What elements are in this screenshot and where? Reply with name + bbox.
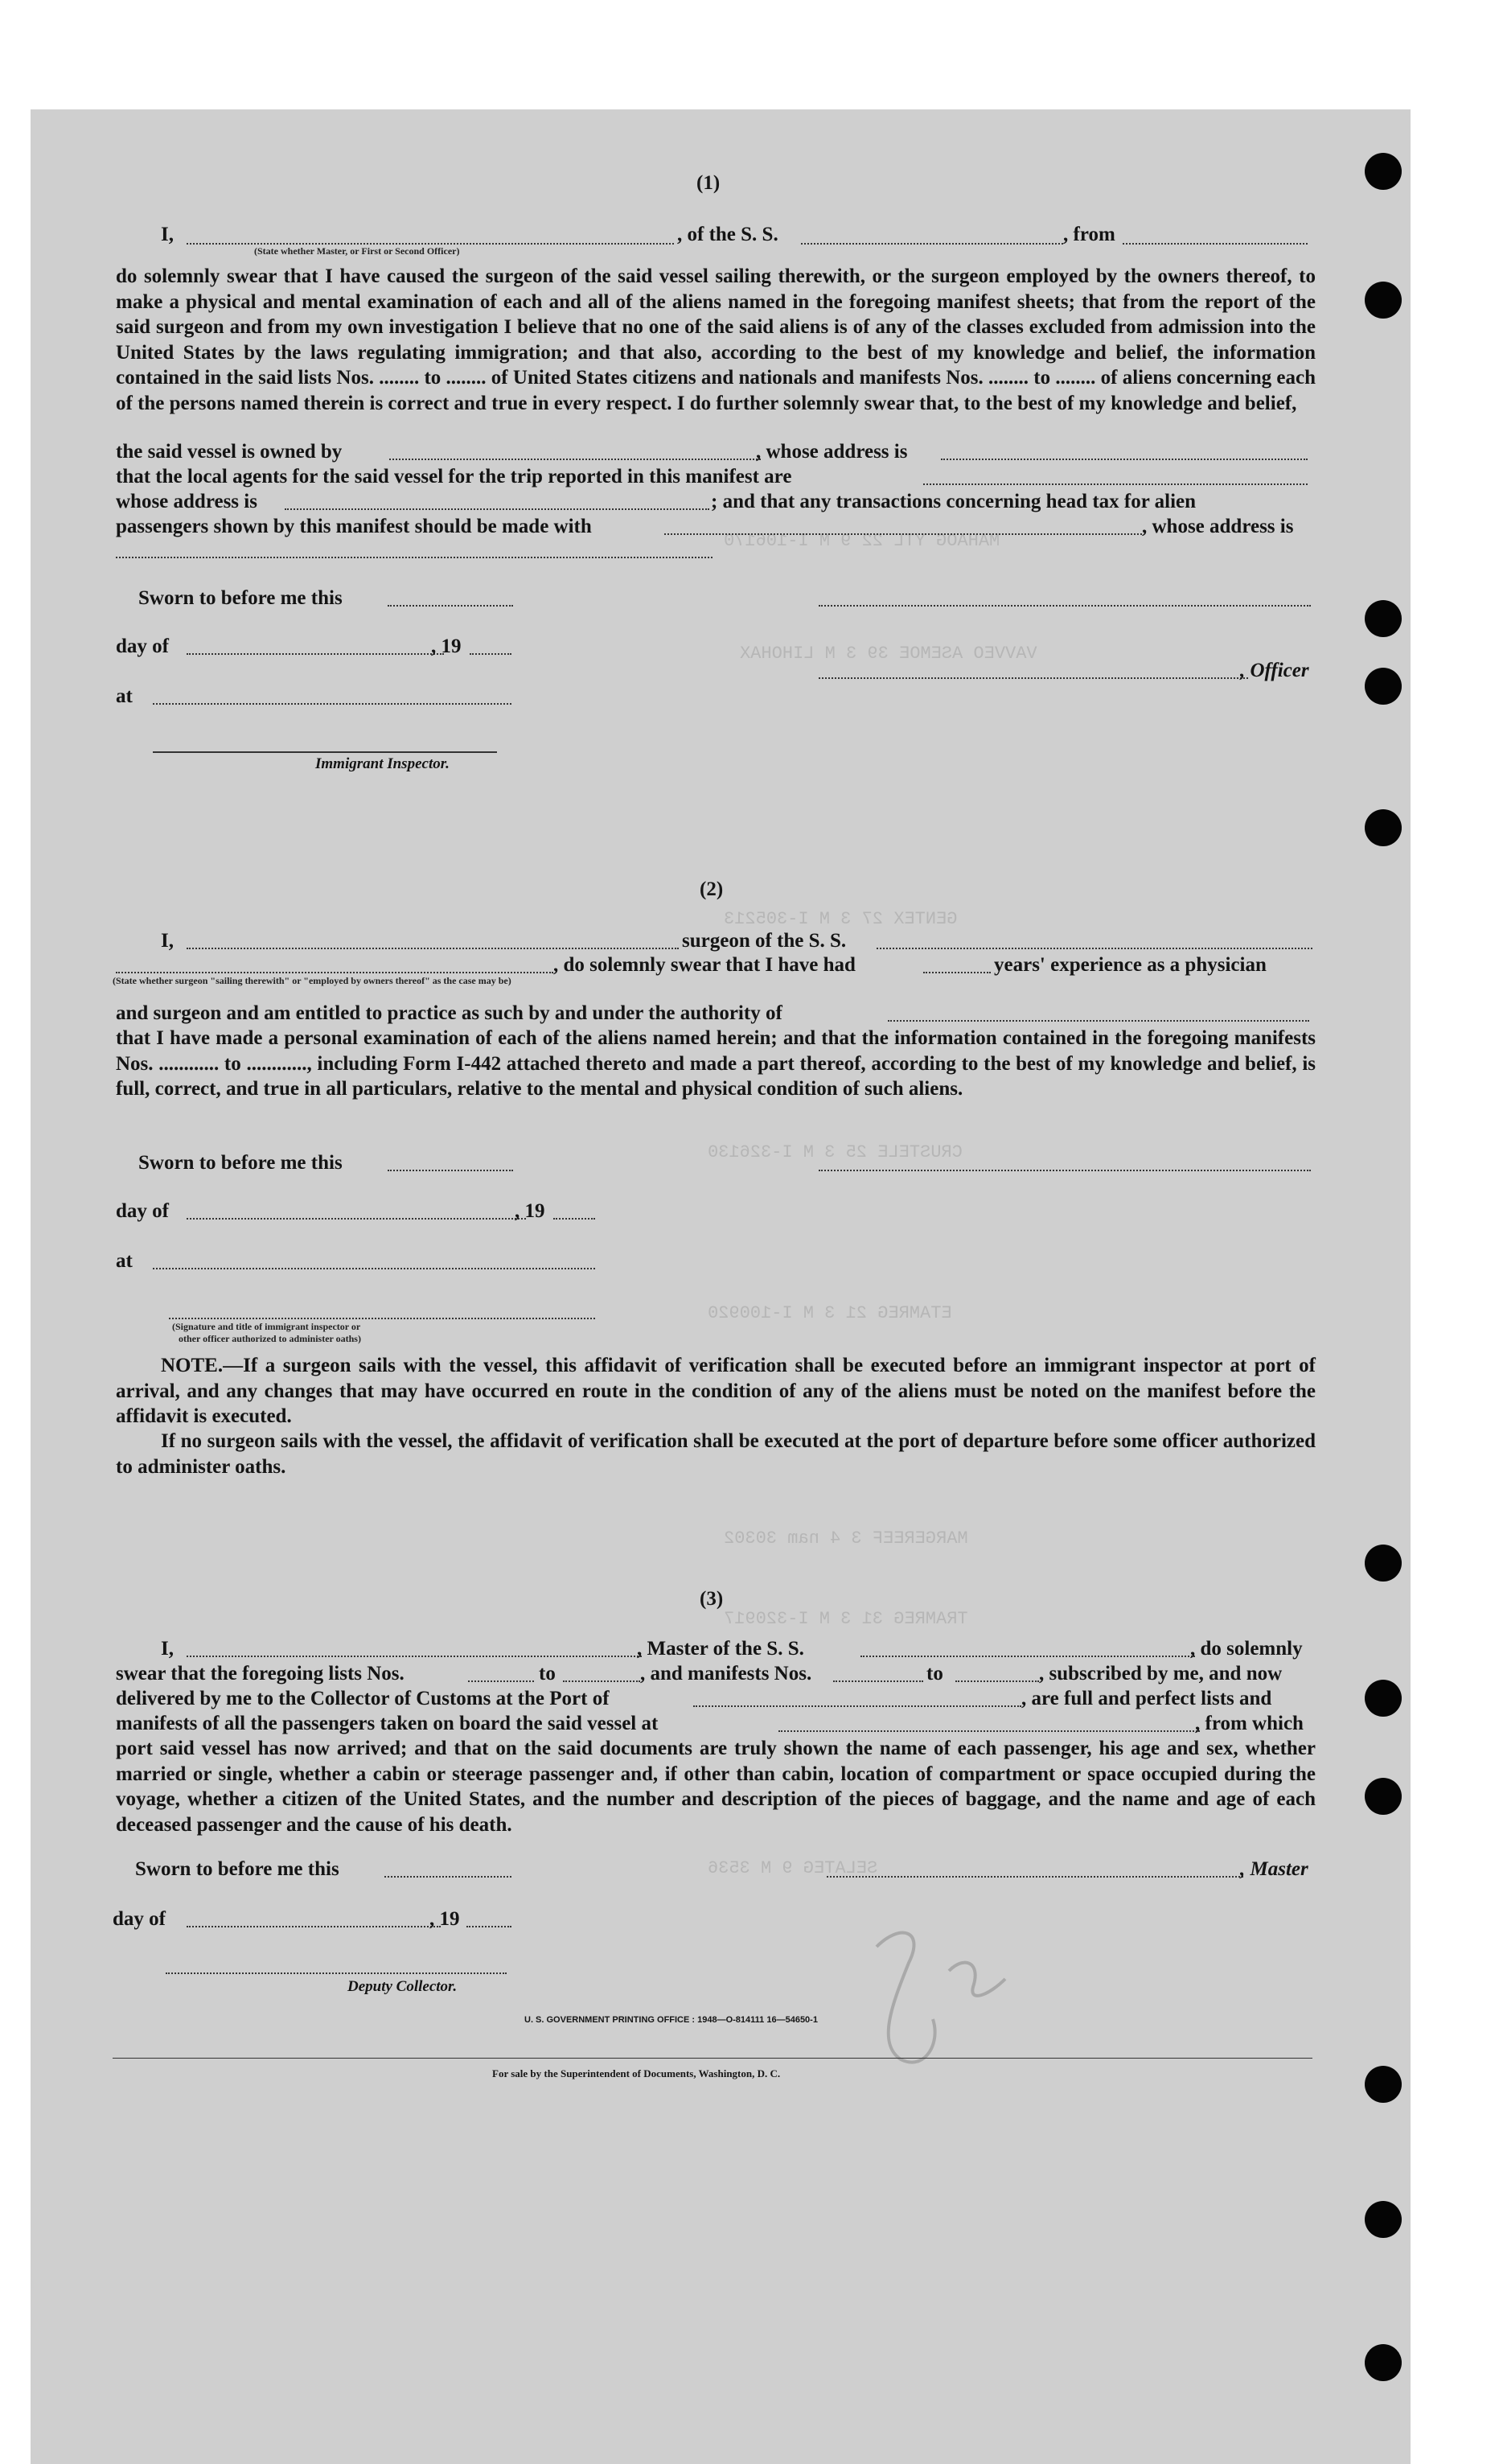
printing-office-line: U. S. GOVERNMENT PRINTING OFFICE : 1948—O-814111 16—54650-1 [524, 2015, 818, 2025]
passengers-label: passengers shown by this manifest should be made with [116, 516, 592, 537]
master-label: , Master [1240, 1858, 1308, 1880]
day-of-label-1: day of [116, 636, 169, 657]
punch-hole [1365, 153, 1402, 190]
subscribed-label: , subscribed by me, and now [1039, 1663, 1283, 1684]
note-paragraph-2: If no surgeon sails with the vessel, the affidavit of verification shall be executed at the port of departure before some officer authorized to administer oaths. [116, 1430, 1316, 1478]
authority-line[interactable] [888, 1020, 1309, 1022]
bleed-through-text: VAVVEO ASEMOE 39 3 M LIHOHAX [740, 644, 1037, 664]
surgeon-swear-label: , do solemnly swear that I have had [553, 954, 856, 976]
note-paragraph: NOTE.—If a surgeon sails with the vessel, this affidavit of verification shall be executed before an immigrant inspector at port of arrival, and any changes that may have occurred en route in the condition of any of the aliens must be noted on the manifest before the affidavit is executed. [116, 1355, 1316, 1427]
lists-label: swear that the foregoing lists Nos. [116, 1663, 405, 1684]
surgeon-caption: (State whether surgeon "sailing therewith" or "employed by owners thereof" as the case may be) [113, 975, 511, 986]
punch-hole [1365, 1680, 1402, 1717]
owner-address-label: , whose address is [756, 441, 908, 463]
lists-from-line[interactable] [468, 1680, 534, 1682]
taken-on-board-label: manifests of all the passengers taken on board the said vessel at [116, 1713, 659, 1734]
of-ss-label: , of the S. S. [677, 224, 778, 245]
solemnly-label: , do solemnly [1190, 1638, 1303, 1660]
footer-rule [113, 2058, 1312, 2059]
year-line-2[interactable] [553, 1218, 595, 1220]
local-agents-label: that the local agents for the said vessel for the trip reported in this manifest are [116, 466, 792, 487]
punch-hole [1365, 2344, 1402, 2381]
sig-caption-2: other officer authorized to administer oaths) [179, 1333, 361, 1344]
experience-label: years' experience as a physician [994, 954, 1267, 976]
manifests-to-label: to [926, 1663, 943, 1684]
month-line-2[interactable] [187, 1218, 526, 1220]
whose-address-label: , whose address is [1142, 516, 1294, 537]
surgeon-ship-line[interactable] [877, 948, 1312, 949]
years-line[interactable] [923, 972, 991, 973]
section-3-paragraph: port said vessel has now arrived; and that on the said documents are truly shown the name of each passenger, his age and sex, whether married or single, whether a cabin or steerage passenger and, if other than cabin, location of compartment or space occupied during the voyage, whether a citizen of the United States, and the number and description of the pieces of baggage, and the name and age of each deceased passenger and the cause of his death. [116, 1738, 1316, 1836]
master-signature-line[interactable] [827, 1876, 1243, 1878]
day-of-label-2: day of [116, 1200, 169, 1222]
surgeon-of-label: surgeon of the S. S. [682, 930, 847, 952]
section-2-heading: (2) [700, 878, 724, 900]
punch-hole [1365, 600, 1402, 637]
master-of-label: , Master of the S. S. [637, 1638, 804, 1660]
agents-address-label: whose address is [116, 491, 257, 512]
port-line[interactable] [693, 1705, 1021, 1707]
deputy-collector-label: Deputy Collector. [347, 1978, 458, 1995]
bleed-through-text: MARGEREEF 3 4 nam 30302 [724, 1528, 968, 1549]
agents-address-line[interactable] [285, 508, 709, 510]
officer-label: , Officer [1240, 660, 1309, 681]
officer-line[interactable] [819, 677, 1248, 679]
bleed-through-text: ETAMREG 21 3 M I-100920 [708, 1303, 952, 1323]
manifests-to-line[interactable] [955, 1680, 1039, 1682]
section-2-i: I, [161, 930, 174, 952]
manifests-label: , and manifests Nos. [640, 1663, 812, 1684]
surgeon-role-line[interactable] [187, 948, 679, 949]
ship-name-line[interactable] [801, 243, 1063, 245]
from-label: , from [1063, 224, 1115, 245]
bleed-through-text: CRUSTELE 25 3 M I-326130 [708, 1142, 963, 1162]
head-tax-label: ; and that any transactions concerning head tax for alien [711, 491, 1197, 512]
board-port-line[interactable] [778, 1730, 1200, 1732]
sworn-label-3: Sworn to before me this [135, 1858, 339, 1880]
delivered-label: delivered by me to the Collector of Customs at the Port of [116, 1688, 610, 1709]
at-line-2[interactable] [153, 1268, 595, 1269]
from-which-label: , from which [1195, 1713, 1304, 1734]
role-caption: (State whether Master, or First or Second Officer) [254, 245, 460, 257]
sworn-date-line-2[interactable] [388, 1170, 513, 1171]
punch-hole [1365, 668, 1402, 705]
role-line[interactable] [187, 243, 674, 245]
officer-signature-line-1[interactable] [819, 605, 1311, 607]
section-1-heading: (1) [696, 172, 721, 194]
month-line-1[interactable] [187, 653, 444, 655]
punch-hole [1365, 2066, 1402, 2103]
at-label-2: at [116, 1250, 133, 1272]
inspector-label: Immigrant Inspector. [315, 755, 450, 772]
punch-hole [1365, 2201, 1402, 2238]
punch-hole [1365, 809, 1402, 846]
at-label-1: at [116, 685, 133, 707]
year-label-2: , 19 [515, 1200, 545, 1222]
year-line-3[interactable] [466, 1926, 511, 1927]
from-line[interactable] [1123, 243, 1308, 245]
master-name-line[interactable] [187, 1656, 642, 1657]
bleed-through-text: TRAMREG 31 3 M I-320917 [724, 1609, 968, 1629]
section-1-i: I, [161, 224, 174, 245]
sworn-date-line-3[interactable] [384, 1876, 511, 1878]
perfect-lists-label: , are full and perfect lists and [1021, 1688, 1272, 1709]
at-line-1[interactable] [153, 703, 511, 705]
handwritten-initials [852, 1915, 1029, 2075]
sworn-label-2: Sworn to before me this [138, 1152, 343, 1174]
section-2-paragraph: that I have made a personal examination of each of the aliens named herein; and that the information contained in the foregoing manifests Nos. ............ to ............, including Form I-442 attached thereto and made a part thereof, according to the best of my knowledge and belief, is full, correct, and true in all particulars, relative to the mental and physical condition of such aliens. [116, 1027, 1316, 1100]
punch-hole [1365, 1545, 1402, 1582]
passengers-address-line[interactable] [116, 557, 713, 558]
year-label-1: , 19 [431, 636, 462, 657]
sig-caption-1: (Signature and title of immigrant inspector or [172, 1321, 361, 1332]
bleed-through-text: SELATEG 9 M 3536 [708, 1858, 878, 1878]
punch-hole [1365, 1778, 1402, 1815]
punch-hole [1365, 282, 1402, 319]
year-label-3: , 19 [429, 1908, 460, 1930]
officer-signature-line-2[interactable] [169, 1318, 595, 1319]
sworn-date-line-1[interactable] [388, 605, 513, 607]
owned-by-label: the said vessel is owned by [116, 441, 343, 463]
section-3-i: I, [161, 1638, 174, 1660]
section-3-heading: (3) [700, 1588, 724, 1610]
month-line-3[interactable] [187, 1926, 441, 1927]
lists-to-label: to [539, 1663, 556, 1684]
owner-address-line[interactable] [941, 459, 1308, 460]
master-ship-line[interactable] [860, 1656, 1195, 1657]
surgeon-signature-line[interactable] [819, 1170, 1311, 1171]
sale-notice: For sale by the Superintendent of Documents, Washington, D. C. [492, 2067, 781, 2079]
agents-line[interactable] [923, 483, 1308, 485]
bleed-through-text: GENTEX 27 3 M I-305213 [724, 909, 958, 929]
passengers-line[interactable] [664, 533, 1142, 535]
section-1-paragraph: do solemnly swear that I have caused the surgeon of the said vessel sailing therewith, or the surgeon employed by the owners thereof, to make a physical and mental examination of each and all of the aliens named in the foregoing manifest sheets; that from the report of the said surgeon and from my own investigation I believe that no one of the said aliens is of any of the classes excluded from admission into the United States by the laws regulating immigration; and that also, according to the best of my knowledge and belief, the information contained in the said lists Nos. ........ to ........ of United States citizens and nationals and manifests Nos. ........ to ........ of aliens concerning each of the persons named therein is correct and true in every respect. I do further solemnly swear that, to the best of my knowledge and belief, [116, 265, 1316, 414]
day-of-label-3: day of [113, 1908, 166, 1930]
sworn-label-1: Sworn to before me this [138, 587, 343, 609]
manifests-from-line[interactable] [833, 1680, 923, 1682]
bleed-through-text: MAHAOG YTL 22 9 M I-106170 [724, 531, 1000, 551]
entitled-label: and surgeon and am entitled to practice as such by and under the authority of [116, 1002, 782, 1024]
year-line-1[interactable] [470, 653, 511, 655]
owner-line[interactable] [389, 459, 761, 460]
surgeon-name-line[interactable] [116, 972, 553, 973]
lists-to-line[interactable] [563, 1680, 640, 1682]
